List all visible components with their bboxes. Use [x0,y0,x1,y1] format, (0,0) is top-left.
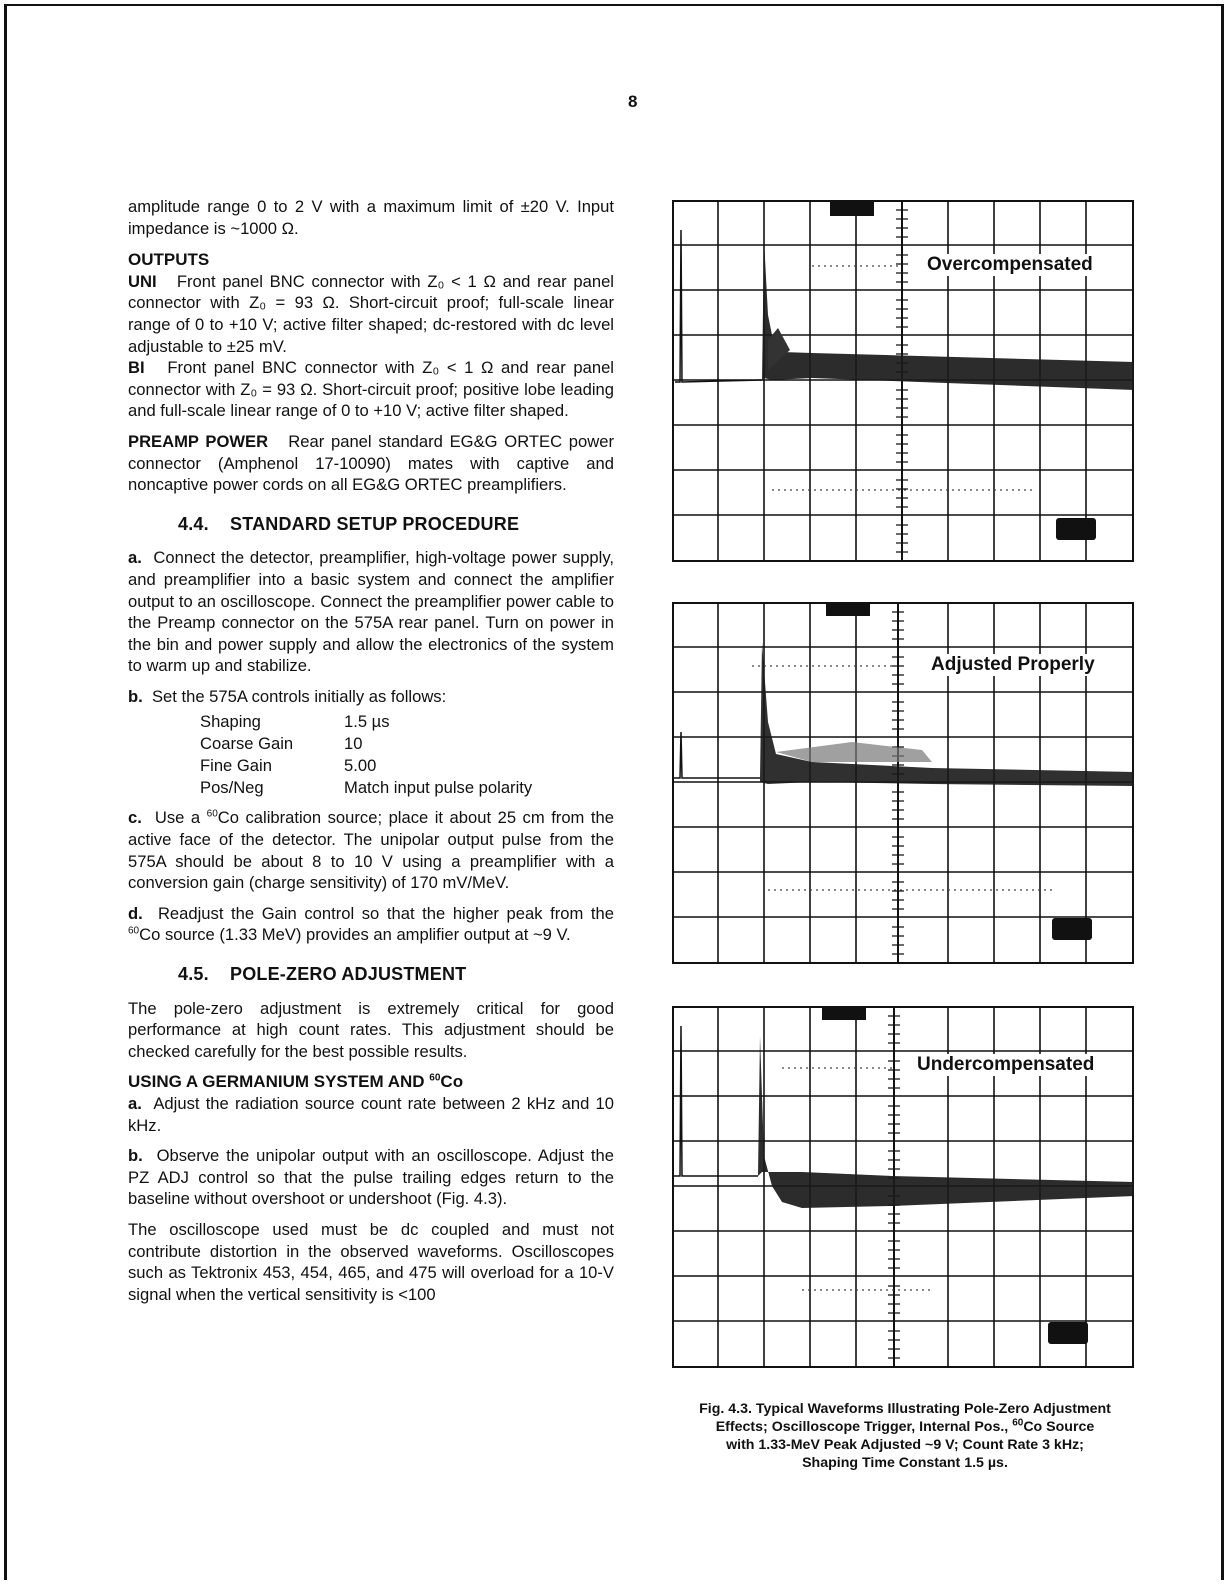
caption-line-1: Fig. 4.3. Typical Waveforms Illustrating Pole-Zero Adjustment [699,1401,1111,1417]
section-4-5-number: 4.5. [178,964,209,985]
settings-row: Fine Gain 5.00 [200,756,377,776]
preamp-text: Rear panel standard EG&G ORTEC power connector (Amphenol 17-10090) mates with captive and noncaptive power cords on all EG&G ORTEC preamplifiers. [128,431,614,495]
section-4-4-number: 4.4. [178,513,209,534]
germanium-heading: USING A GERMANIUM SYSTEM AND $^{60}$Co [128,1072,464,1092]
step-c-paragraph: c. Use a $^{60}$Co calibration source; place it about 25 cm from the active face of the detector. The unipolar output pulse from the 575A should be about 8 to 10 V using a preamplifier with a conversion gain (charge sensitivity) of 170 mV/MeV. [128,808,614,893]
pz-step-a-paragraph: a. Adjust the radiation source count rate between 2 kHz and 10 kHz. [128,1094,614,1135]
scope-overcompensated [672,200,1134,562]
uni-text: Front panel BNC connector with Z₀ < 1 Ω and rear panel connector with Z₀ = 93 Ω. Short-circuit proof; full-scale linear range of 0 to +10 V; active filter shaped; dc-restored with dc level adjustable to ±25 mV. [128,271,614,356]
pole-zero-paragraph: The pole-zero adjustment is extremely critical for good performance at high count rates. This adjustment should be checked carefully for the best possible results. [128,998,614,1061]
step-a-paragraph [128,547,614,677]
intro-paragraph: amplitude range 0 to 2 V with a maximum limit of ±20 V. Input impedance is ~1000 Ω. [128,197,614,238]
outputs-heading: OUTPUTS [128,250,210,270]
step-a-text: Connect the detector, preamplifier, high-voltage power supply, and preamplifier into a basic system and connect the amplifier output to an oscilloscope. Connect the preamplifier power cable to the Preamp connector on the 575A rear panel. Turn on power in the bin and power supply and allow the electronics of the system to warm up and stabilize. [128,548,614,676]
step-d-label: d. [128,903,143,923]
step-c-label: c. [128,808,142,828]
bi-text: Front panel BNC connector with Z₀ < 1 Ω and rear panel connector with Z₀ = 93 Ω. Short-circuit proof; positive lobe leading and full-scale linear range of 0 to +10 V; active filter shaped. [128,358,614,421]
step-b-paragraph [128,686,614,708]
step-b-label: b. [128,686,143,706]
scope-adjusted-properly [672,602,1134,964]
scope-label-overcompensated: Overcompensated [924,254,1096,276]
settings-row: Coarse Gain 10 [200,734,363,754]
section-4-5-heading [178,964,614,986]
preamp-label: PREAMP POWER [128,431,269,451]
pz-step-b-paragraph: b. Observe the unipolar output with an oscilloscope. Adjust the PZ ADJ control so that the pulse trailing edges return to the baseline without overshoot or undershoot (Fig. 4.3). [128,1146,614,1209]
caption-line-2: Effects; Oscilloscope Trigger, Internal Pos., $^{60}$Co Source [715,1417,1095,1435]
scope-undercompensated [672,1006,1134,1368]
step-a-label: a. [128,548,142,568]
step-d-paragraph: d. Readjust the Gain control so that the higher peak from the $^{60}$Co source (1.33 MeV) provides an amplifier output at ~9 V. [128,903,614,945]
bi-label: BI [128,358,145,378]
section-4-5-title: POLE-ZERO ADJUSTMENT [230,964,467,985]
figure-caption [660,1400,1150,1472]
step-c-text: Co calibration source; place it about 25 cm from the active face of the detector. The unipolar output pulse from the 575A should be about 8 to 10 V using a preamplifier with a conversion gain (charge sensitivity) of 170 mV/MeV. [128,808,614,893]
section-4-4-heading [178,514,614,536]
settings-row: Shaping 1.5 µs [200,712,390,732]
uni-label: UNI [128,271,157,291]
settings-row: Pos/Neg Match input pulse polarity [200,778,533,798]
uni-paragraph [128,271,614,357]
oscilloscope-paragraph: The oscilloscope used must be dc coupled and must not contribute distortion in the observed waveforms. Oscilloscopes such as Tektronix 453, 454, 465, and 475 will overload for a 10-V signal when the vertical sensitivity is <100 [128,1219,614,1304]
left-column [128,196,614,1314]
step-b-text: Set the 575A controls initially as follows: [151,686,447,706]
bi-paragraph [128,357,614,422]
preamp-paragraph [128,431,614,496]
scope-label-undercompensated: Undercompensated [914,1054,1097,1076]
caption-line-4: Shaping Time Constant 1.5 µs. [802,1455,1008,1471]
step-d-text: Co source (1.33 MeV) provides an amplifier output at ~9 V. [139,925,571,945]
scope-label-adjusted: Adjusted Properly [928,654,1098,676]
caption-line-3: with 1.33-MeV Peak Adjusted ~9 V; Count Rate 3 kHz; [726,1437,1084,1453]
page-number: 8 [628,92,638,111]
settings-table [200,711,532,799]
section-4-4-title: STANDARD SETUP PROCEDURE [230,513,520,534]
